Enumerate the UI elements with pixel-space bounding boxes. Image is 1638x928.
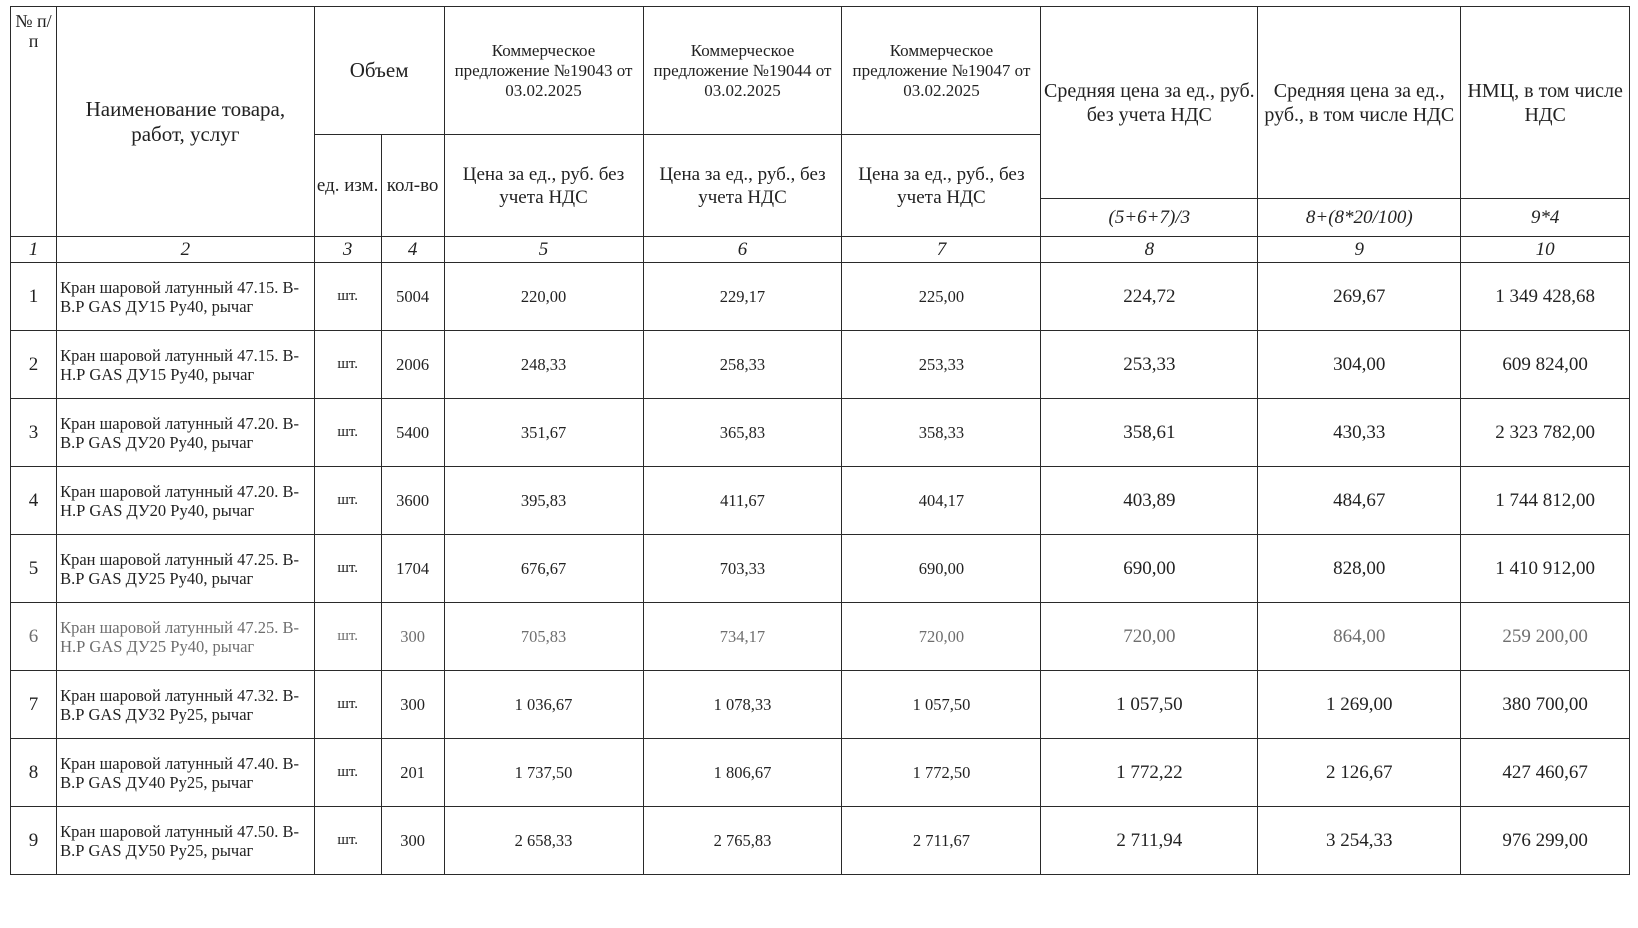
row-price-offer-3: 1 057,50 <box>842 671 1041 739</box>
header-nmc: НМЦ, в том числе НДС <box>1461 7 1630 199</box>
row-price-offer-3: 358,33 <box>842 399 1041 467</box>
row-product-name: Кран шаровой латунный 47.40. В-В.Р GAS ДУ40 Ру25, рычаг <box>57 739 315 807</box>
row-nmc: 1 410 912,00 <box>1461 535 1630 603</box>
price-justification-document <box>10 6 1630 875</box>
row-qty: 5400 <box>381 399 444 467</box>
row-product-name: Кран шаровой латунный 47.32. В-В.Р GAS ДУ32 Ру25, рычаг <box>57 671 315 739</box>
row-nmc: 2 323 782,00 <box>1461 399 1630 467</box>
row-avg-price-vat: 269,67 <box>1258 263 1461 331</box>
row-price-offer-2: 258,33 <box>643 331 842 399</box>
table-row <box>11 467 1630 535</box>
col-number: 8 <box>1041 237 1258 263</box>
row-price-offer-3: 2 711,67 <box>842 807 1041 875</box>
table-row <box>11 535 1630 603</box>
row-unit: шт. <box>314 671 381 739</box>
row-avg-price: 224,72 <box>1041 263 1258 331</box>
row-price-offer-3: 404,17 <box>842 467 1041 535</box>
header-volume: Объем <box>314 7 444 135</box>
header-price-offer-1: Цена за ед., руб. без учета НДС <box>444 135 643 237</box>
row-index: 6 <box>11 603 57 671</box>
row-index: 1 <box>11 263 57 331</box>
col-number: 5 <box>444 237 643 263</box>
row-qty: 2006 <box>381 331 444 399</box>
row-nmc: 380 700,00 <box>1461 671 1630 739</box>
row-qty: 5004 <box>381 263 444 331</box>
row-index: 9 <box>11 807 57 875</box>
row-avg-price: 690,00 <box>1041 535 1258 603</box>
header-offer-19047: Коммерческое предложение №19047 от 03.02.2025 <box>842 7 1041 135</box>
header-avg-price-no-vat: Средняя цена за ед., руб. без учета НДС <box>1041 7 1258 199</box>
row-price-offer-3: 690,00 <box>842 535 1041 603</box>
row-price-offer-1: 1 737,50 <box>444 739 643 807</box>
row-price-offer-2: 734,17 <box>643 603 842 671</box>
table-row <box>11 603 1630 671</box>
price-table <box>10 6 1630 875</box>
header-price-offer-2: Цена за ед., руб., без учета НДС <box>643 135 842 237</box>
row-price-offer-2: 703,33 <box>643 535 842 603</box>
table-row <box>11 671 1630 739</box>
row-price-offer-1: 1 036,67 <box>444 671 643 739</box>
table-row <box>11 263 1630 331</box>
row-avg-price: 1 057,50 <box>1041 671 1258 739</box>
row-product-name: Кран шаровой латунный 47.50. В-В.Р GAS ДУ50 Ру25, рычаг <box>57 807 315 875</box>
row-unit: шт. <box>314 399 381 467</box>
row-avg-price-vat: 864,00 <box>1258 603 1461 671</box>
row-avg-price-vat: 484,67 <box>1258 467 1461 535</box>
row-price-offer-2: 2 765,83 <box>643 807 842 875</box>
col-number: 4 <box>381 237 444 263</box>
row-avg-price-vat: 828,00 <box>1258 535 1461 603</box>
row-index: 4 <box>11 467 57 535</box>
row-qty: 300 <box>381 671 444 739</box>
table-row <box>11 807 1630 875</box>
col-number: 1 <box>11 237 57 263</box>
row-price-offer-3: 225,00 <box>842 263 1041 331</box>
row-price-offer-1: 2 658,33 <box>444 807 643 875</box>
table-row <box>11 739 1630 807</box>
row-unit: шт. <box>314 331 381 399</box>
row-unit: шт. <box>314 807 381 875</box>
row-index: 3 <box>11 399 57 467</box>
row-nmc: 609 824,00 <box>1461 331 1630 399</box>
row-price-offer-2: 365,83 <box>643 399 842 467</box>
col-number: 7 <box>842 237 1041 263</box>
col-number: 2 <box>57 237 315 263</box>
formula-col-8: (5+6+7)/3 <box>1041 199 1258 237</box>
row-avg-price: 1 772,22 <box>1041 739 1258 807</box>
row-unit: шт. <box>314 603 381 671</box>
formula-col-9: 8+(8*20/100) <box>1258 199 1461 237</box>
header-avg-price-vat: Средняя цена за ед., руб., в том числе НДС <box>1258 7 1461 199</box>
row-nmc: 427 460,67 <box>1461 739 1630 807</box>
row-price-offer-3: 253,33 <box>842 331 1041 399</box>
col-number: 6 <box>643 237 842 263</box>
header-number: № п/п <box>11 7 57 237</box>
row-price-offer-3: 1 772,50 <box>842 739 1041 807</box>
row-nmc: 259 200,00 <box>1461 603 1630 671</box>
row-unit: шт. <box>314 739 381 807</box>
row-product-name: Кран шаровой латунный 47.15. В-В.Р GAS ДУ15 Ру40, рычаг <box>57 263 315 331</box>
col-number: 10 <box>1461 237 1630 263</box>
table-row <box>11 331 1630 399</box>
row-product-name: Кран шаровой латунный 47.25. В-Н.Р GAS ДУ25 Ру40, рычаг <box>57 603 315 671</box>
row-price-offer-2: 229,17 <box>643 263 842 331</box>
row-product-name: Кран шаровой латунный 47.20. В-Н.Р GAS ДУ20 Ру40, рычаг <box>57 467 315 535</box>
row-qty: 300 <box>381 603 444 671</box>
row-nmc: 1 744 812,00 <box>1461 467 1630 535</box>
row-qty: 201 <box>381 739 444 807</box>
row-avg-price: 403,89 <box>1041 467 1258 535</box>
row-nmc: 1 349 428,68 <box>1461 263 1630 331</box>
row-avg-price-vat: 304,00 <box>1258 331 1461 399</box>
row-product-name: Кран шаровой латунный 47.20. В-В.Р GAS ДУ20 Ру40, рычаг <box>57 399 315 467</box>
header-offer-19043: Коммерческое предложение №19043 от 03.02.2025 <box>444 7 643 135</box>
row-price-offer-1: 248,33 <box>444 331 643 399</box>
row-qty: 300 <box>381 807 444 875</box>
row-price-offer-1: 705,83 <box>444 603 643 671</box>
row-price-offer-2: 1 806,67 <box>643 739 842 807</box>
header-price-offer-3: Цена за ед., руб., без учета НДС <box>842 135 1041 237</box>
col-number: 3 <box>314 237 381 263</box>
col-number: 9 <box>1258 237 1461 263</box>
formula-col-10: 9*4 <box>1461 199 1630 237</box>
row-avg-price: 253,33 <box>1041 331 1258 399</box>
row-avg-price-vat: 3 254,33 <box>1258 807 1461 875</box>
column-number-row <box>11 237 1630 263</box>
table-row <box>11 399 1630 467</box>
row-avg-price: 358,61 <box>1041 399 1258 467</box>
row-price-offer-1: 220,00 <box>444 263 643 331</box>
header-product-name: Наименование товара, работ, услуг <box>57 7 315 237</box>
row-index: 5 <box>11 535 57 603</box>
header-unit: ед. изм. <box>314 135 381 237</box>
row-unit: шт. <box>314 263 381 331</box>
row-qty: 3600 <box>381 467 444 535</box>
row-product-name: Кран шаровой латунный 47.15. В-Н.Р GAS ДУ15 Ру40, рычаг <box>57 331 315 399</box>
row-price-offer-1: 351,67 <box>444 399 643 467</box>
header-qty: кол-во <box>381 135 444 237</box>
row-avg-price-vat: 2 126,67 <box>1258 739 1461 807</box>
row-nmc: 976 299,00 <box>1461 807 1630 875</box>
row-product-name: Кран шаровой латунный 47.25. В-В.Р GAS ДУ25 Ру40, рычаг <box>57 535 315 603</box>
row-qty: 1704 <box>381 535 444 603</box>
row-avg-price-vat: 430,33 <box>1258 399 1461 467</box>
row-index: 8 <box>11 739 57 807</box>
row-unit: шт. <box>314 535 381 603</box>
row-avg-price: 2 711,94 <box>1041 807 1258 875</box>
row-index: 7 <box>11 671 57 739</box>
row-avg-price: 720,00 <box>1041 603 1258 671</box>
header-offer-19044: Коммерческое предложение №19044 от 03.02.2025 <box>643 7 842 135</box>
row-price-offer-2: 1 078,33 <box>643 671 842 739</box>
row-avg-price-vat: 1 269,00 <box>1258 671 1461 739</box>
row-unit: шт. <box>314 467 381 535</box>
row-price-offer-2: 411,67 <box>643 467 842 535</box>
row-price-offer-1: 676,67 <box>444 535 643 603</box>
row-price-offer-1: 395,83 <box>444 467 643 535</box>
row-index: 2 <box>11 331 57 399</box>
row-price-offer-3: 720,00 <box>842 603 1041 671</box>
